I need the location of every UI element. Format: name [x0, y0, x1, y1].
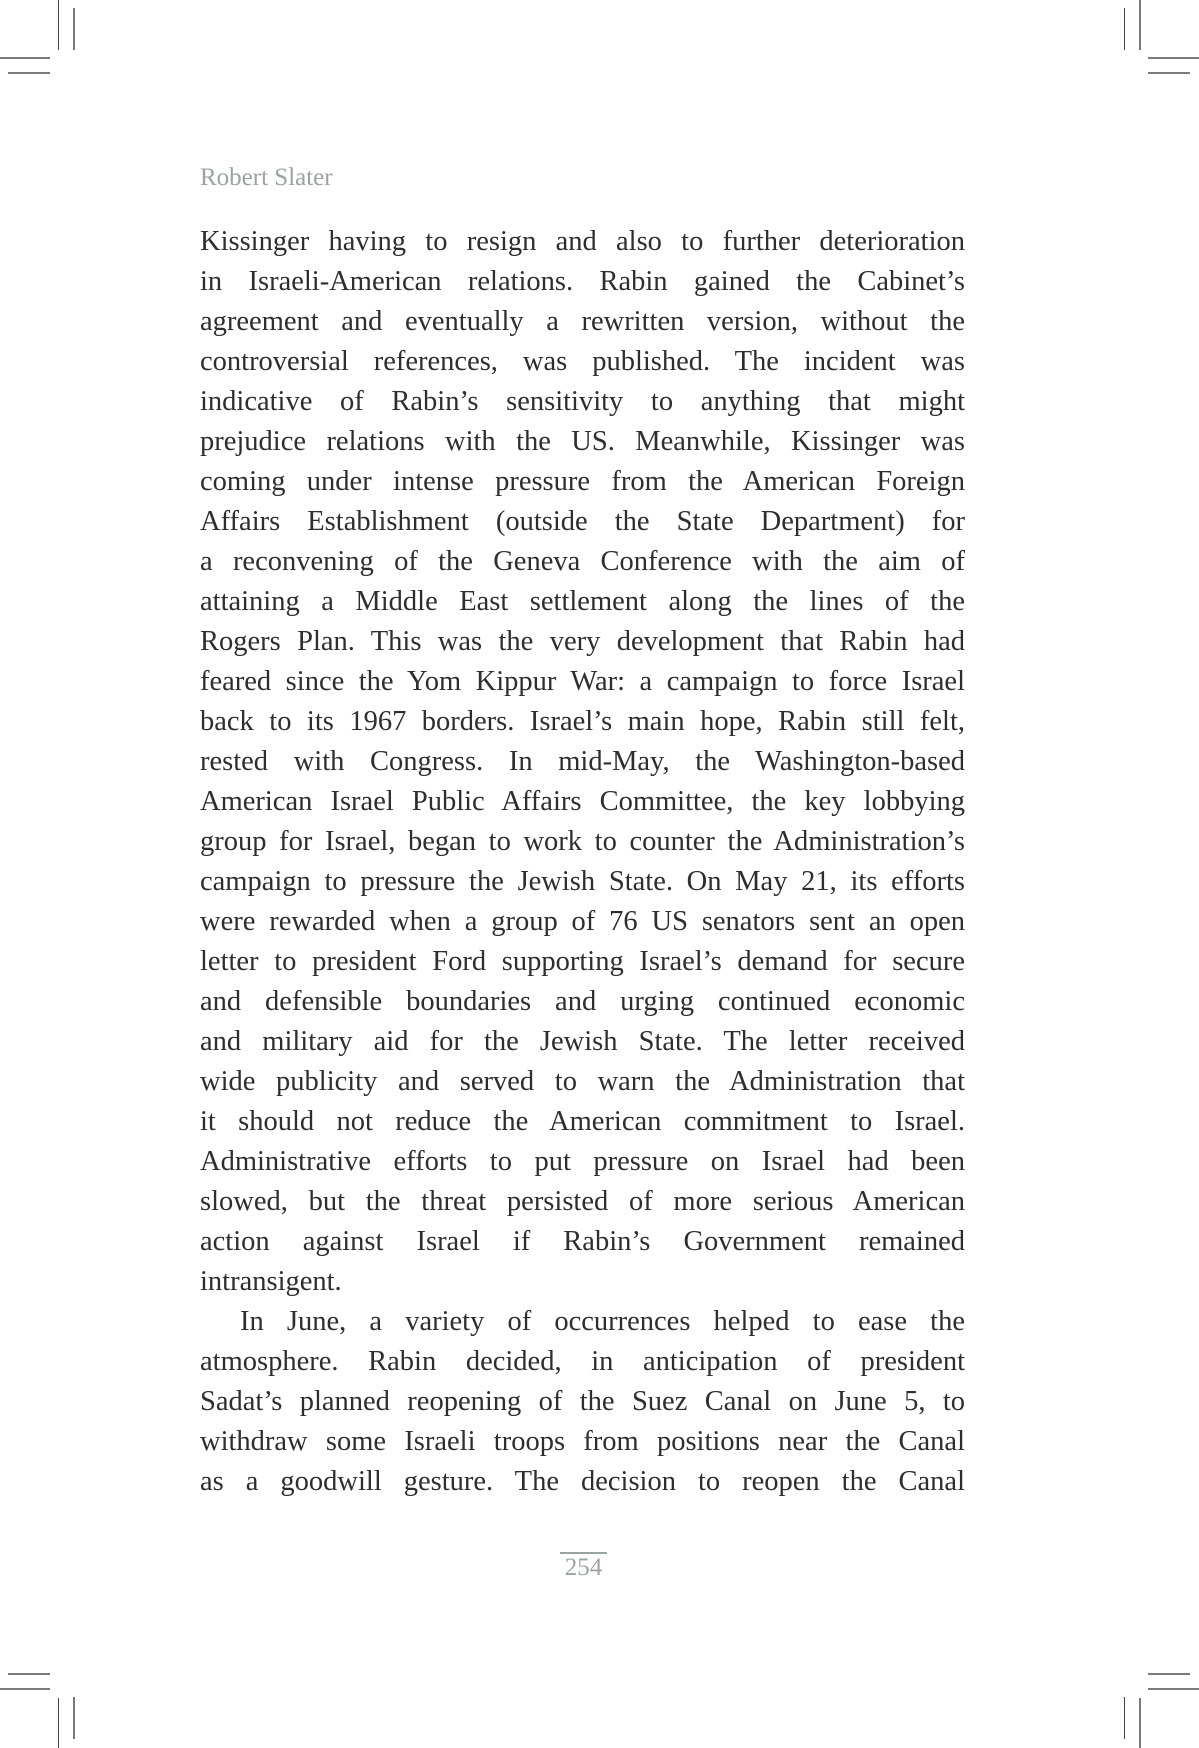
crop-mark: [8, 1673, 50, 1675]
text-line: Kissinger having to resign and also to further deterioration: [200, 226, 965, 257]
text-line: and military aid for the Jewish State. The letter received: [200, 1026, 965, 1057]
text-line: atmosphere. Rabin decided, in anticipation of president: [200, 1346, 965, 1377]
text-line: as a goodwill gesture. The decision to reopen the Canal: [200, 1466, 965, 1497]
text-line: rested with Congress. In mid-May, the Washington-based: [200, 746, 965, 777]
text-line: withdraw some Israeli troops from positions near the Canal: [200, 1426, 965, 1457]
text-line: In June, a variety of occurrences helped to ease the: [240, 1306, 965, 1337]
text-line: indicative of Rabin’s sensitivity to anything that might: [200, 386, 965, 417]
text-line: Affairs Establishment (outside the State Department) for: [200, 506, 965, 537]
text-line: feared since the Yom Kippur War: a campaign to force Israel: [200, 666, 965, 697]
text-line: wide publicity and served to warn the Administration that: [200, 1066, 965, 1097]
crop-mark: [1148, 72, 1190, 74]
paragraph: [200, 1302, 965, 1502]
crop-mark: [1139, 0, 1141, 50]
text-line: group for Israel, began to work to counter the Administration’s: [200, 826, 965, 857]
crop-mark: [8, 72, 50, 74]
crop-mark: [1148, 1688, 1199, 1690]
crop-mark: [58, 1698, 59, 1748]
text-line: Administrative efforts to put pressure on Israel had been: [200, 1146, 965, 1177]
text-line: were rewarded when a group of 76 US senators sent an open: [200, 906, 965, 937]
text-line: action against Israel if Rabin’s Government remained: [200, 1226, 965, 1257]
crop-mark: [1139, 1698, 1141, 1748]
text-line: Rogers Plan. This was the very development that Rabin had: [200, 626, 965, 657]
text-line: controversial references, was published. The incident was: [200, 346, 965, 377]
text-line: American Israel Public Affairs Committee, the key lobbying: [200, 786, 965, 817]
text-line: slowed, but the threat persisted of more serious American: [200, 1186, 965, 1217]
crop-mark: [73, 1697, 75, 1739]
body-text: [200, 222, 965, 1502]
text-line: attaining a Middle East settlement along the lines of the: [200, 586, 965, 617]
text-line: campaign to pressure the Jewish State. On May 21, its efforts: [200, 866, 965, 897]
text-line: Sadat’s planned reopening of the Suez Canal on June 5, to: [200, 1386, 965, 1417]
crop-mark: [1124, 1697, 1125, 1739]
text-line: it should not reduce the American commitment to Israel.: [200, 1106, 965, 1137]
text-line: a reconvening of the Geneva Conference with the aim of: [200, 546, 965, 577]
running-head: Robert Slater: [200, 164, 333, 191]
crop-mark: [0, 57, 50, 59]
text-line: letter to president Ford supporting Israel’s demand for secure: [200, 946, 965, 977]
text-line: coming under intense pressure from the American Foreign: [200, 466, 965, 497]
crop-mark: [1148, 57, 1199, 59]
crop-mark: [1148, 1673, 1190, 1675]
crop-mark: [58, 0, 59, 50]
text-line: agreement and eventually a rewritten version, without the: [200, 306, 965, 337]
text-line: intransigent.: [200, 1266, 342, 1297]
text-line: and defensible boundaries and urging continued economic: [200, 986, 965, 1017]
text-line: back to its 1967 borders. Israel’s main hope, Rabin still felt,: [200, 706, 965, 737]
text-line: in Israeli-American relations. Rabin gained the Cabinet’s: [200, 266, 965, 297]
text-line: prejudice relations with the US. Meanwhile, Kissinger was: [200, 426, 965, 457]
page-number: 254: [560, 1552, 607, 1582]
crop-mark: [73, 8, 75, 50]
crop-mark: [1124, 8, 1125, 50]
crop-mark: [0, 1688, 50, 1690]
paragraph: [200, 222, 965, 1302]
